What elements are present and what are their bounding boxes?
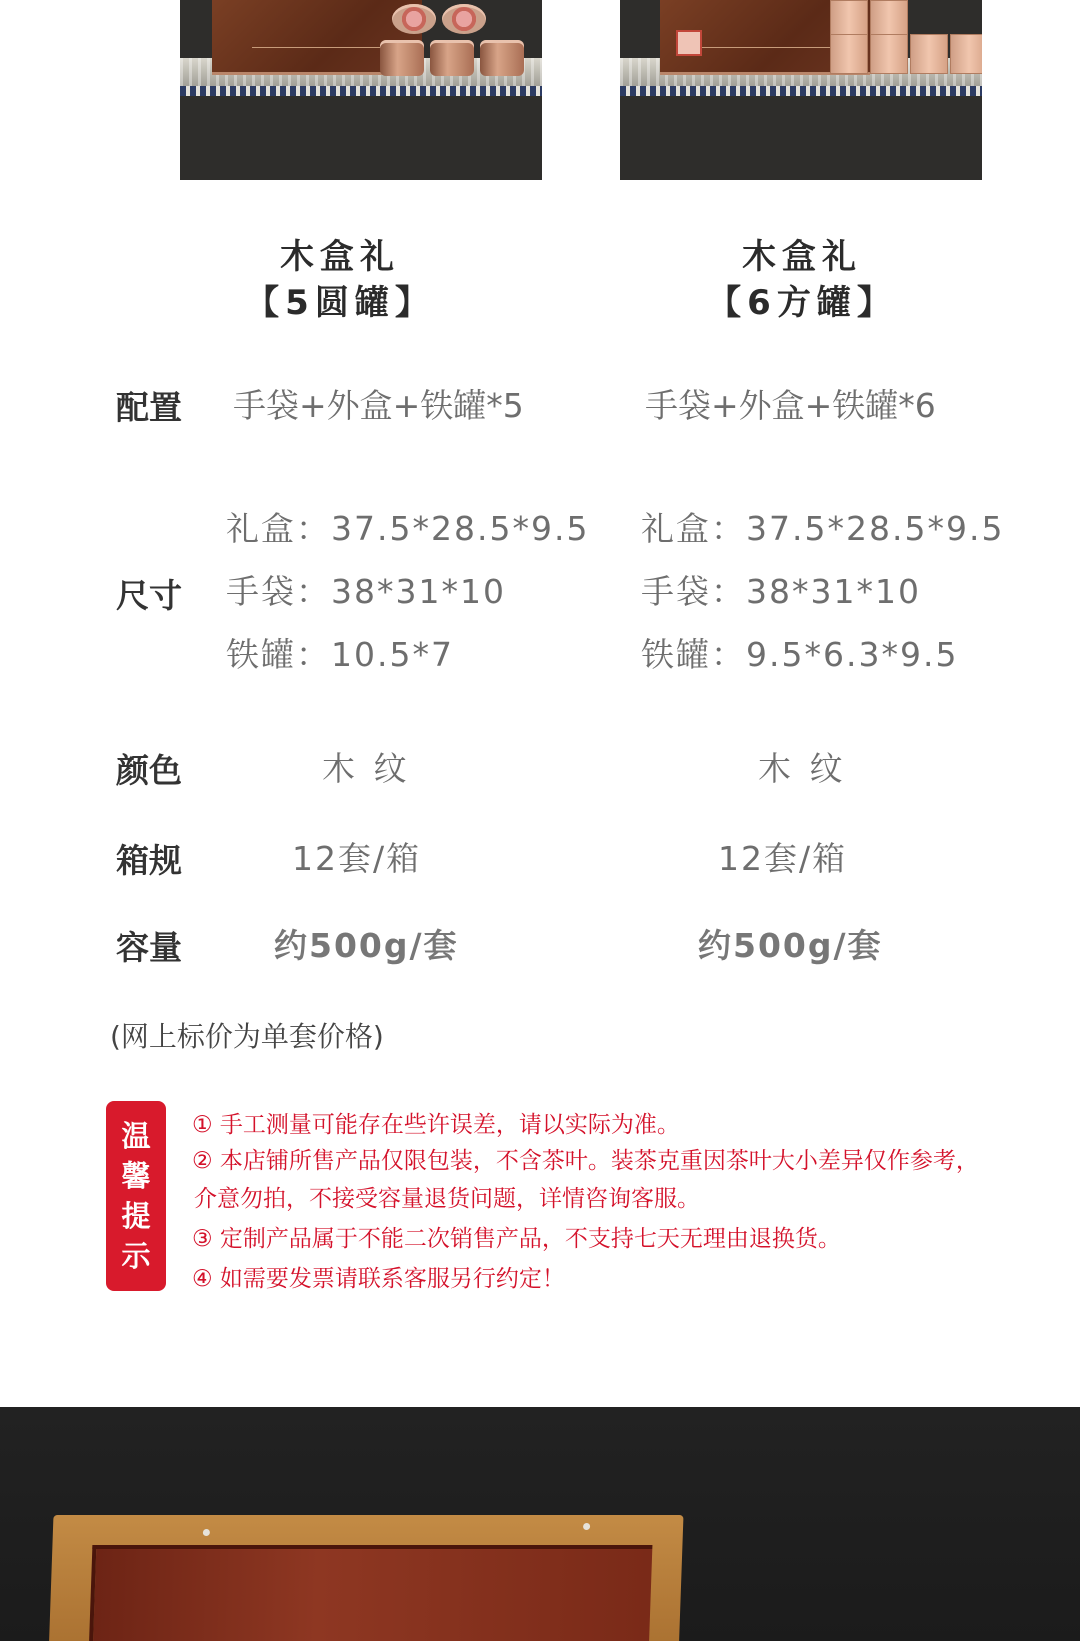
spec-label-size: 尺寸 <box>116 576 182 615</box>
round-can <box>392 4 436 34</box>
spec-size-bag-product2: 手袋：38*31*10 <box>641 572 921 611</box>
spec-size-bag-product1: 手袋：38*31*10 <box>226 572 506 611</box>
square-can <box>910 34 948 74</box>
bottom-product-photo <box>0 1407 1080 1641</box>
screw <box>203 1529 210 1536</box>
price-note: (网上标价为单套价格) <box>110 1020 384 1053</box>
spec-color-product2: 木 纹 <box>758 749 847 788</box>
spec-carton-product2: 12套/箱 <box>718 839 848 878</box>
product-title-1 <box>190 234 490 326</box>
spec-size-can-product2: 铁罐：9.5*6.3*9.5 <box>641 635 959 674</box>
spec-config-product2: 手袋+外盒+铁罐*6 <box>645 386 936 425</box>
spec-capacity-product2: 约500g/套 <box>698 926 883 965</box>
badge-char: 馨 <box>121 1159 151 1193</box>
spec-label-capacity: 容量 <box>116 928 182 967</box>
spec-label-color: 颜色 <box>116 751 182 790</box>
product-photo-round-cans <box>180 0 542 180</box>
square-can <box>870 34 908 74</box>
tip-line-2: ② 本店铺所售产品仅限包装，不含茶叶。装茶克重因茶叶大小差异仅作参考， <box>192 1148 979 1174</box>
spec-config-product1: 手袋+外盒+铁罐*5 <box>233 386 524 425</box>
round-can <box>380 40 424 76</box>
square-can <box>950 34 982 74</box>
product-title-name: 木盒礼 <box>280 237 400 277</box>
tip-line-2-cont: 介意勿拍，不接受容量退货问题，详情咨询客服。 <box>194 1186 700 1212</box>
tip-line-3: ③ 定制产品属于不能二次销售产品，不支持七天无理由退换货。 <box>192 1226 841 1252</box>
product-title-name: 木盒礼 <box>742 237 862 277</box>
square-can <box>830 34 868 74</box>
spec-capacity-product1: 约500g/套 <box>274 926 459 965</box>
product-title-2 <box>652 234 952 326</box>
spec-size-box-product2: 礼盒：37.5*28.5*9.5 <box>641 509 1005 548</box>
open-wooden-box <box>47 1515 684 1641</box>
round-can <box>480 40 524 76</box>
badge-char: 温 <box>121 1119 151 1153</box>
product-title-variant: 【5圆罐】 <box>245 283 435 323</box>
spec-label-config: 配置 <box>116 388 182 427</box>
warm-tips-badge <box>106 1101 166 1291</box>
product-title-variant: 【6方罐】 <box>707 283 897 323</box>
product-photo-square-cans <box>620 0 982 180</box>
spec-label-carton: 箱规 <box>116 841 182 880</box>
seal-stamp <box>676 30 702 56</box>
tip-line-4: ④ 如需要发票请联系客服另行约定！ <box>192 1266 565 1292</box>
spec-size-can-product1: 铁罐：10.5*7 <box>226 635 454 674</box>
badge-char: 示 <box>121 1239 151 1273</box>
round-can <box>430 40 474 76</box>
spec-size-box-product1: 礼盒：37.5*28.5*9.5 <box>226 509 590 548</box>
spec-color-product1: 木 纹 <box>322 749 411 788</box>
tip-line-1: ① 手工测量可能存在些许误差，请以实际为准。 <box>192 1112 680 1138</box>
box-interior <box>87 1545 653 1641</box>
round-can <box>442 4 486 34</box>
spec-carton-product1: 12套/箱 <box>292 839 422 878</box>
screw <box>583 1523 590 1530</box>
badge-char: 提 <box>121 1199 151 1233</box>
